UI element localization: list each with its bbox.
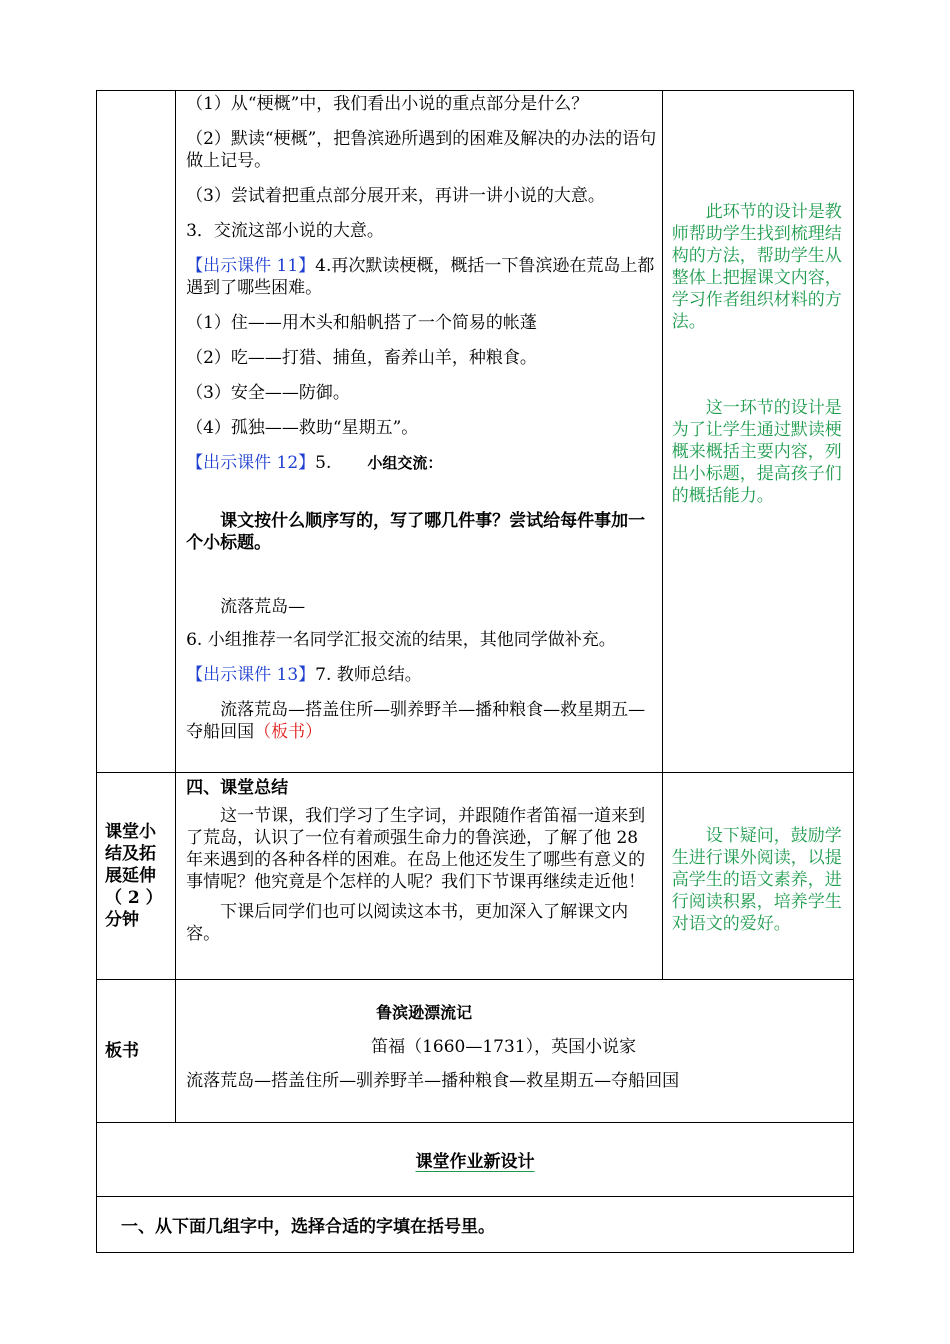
process-content-cell <box>176 91 663 773</box>
exercise-row <box>97 1197 854 1253</box>
order-question: 课文按什么顺序写的，写了哪几件事？尝试给每件事加一个小标题。 <box>186 511 646 553</box>
group-exchange: 小组交流： <box>367 454 443 472</box>
homework-title-row <box>97 1123 854 1197</box>
summary-note-cell <box>662 773 853 980</box>
lesson-plan-table <box>96 90 854 1253</box>
problem-2: （2）吃——打猎、捕鱼，畜养山羊，种粮食。 <box>186 348 537 368</box>
blackboard-content-cell <box>176 980 854 1123</box>
problem-3: （3）安全——防御。 <box>186 383 350 403</box>
question-2: （2）默读“梗概”，把鲁滨逊所遇到的困难及解决的办法的语句做上记号。 <box>186 129 657 171</box>
question-1: （1）从“梗概”中，我们看出小说的重点部分是什么？ <box>186 94 589 114</box>
blackboard-title: 鲁滨逊漂流记 <box>376 1003 473 1022</box>
exercise-cell <box>97 1197 854 1253</box>
label-cell-empty <box>97 91 176 773</box>
design-note-2: 这一环节的设计是为了让学生通过默读梗概来概括主要内容，列出小标题，提高孩子们的概括能力。 <box>671 398 842 506</box>
blackboard-author: 笛福（1660—1731），英国小说家 <box>371 1037 637 1057</box>
problem-1: （1）住——用木头和船帆搭了一个简易的帐蓬 <box>186 313 537 333</box>
homework-title-cell <box>97 1123 854 1197</box>
problem-4: （4）孤独——救助“星期五”。 <box>186 418 419 438</box>
summary-chain: 流落荒岛—搭盖住所—驯养野羊—播种粮食—救星期五—夺船回国（板书） <box>186 700 646 742</box>
step-4: 【出示课件 11】4.再次默读梗概，概括一下鲁滨逊在荒岛上都遇到了哪些困难。 <box>186 256 655 298</box>
courseware-12: 【出示课件 12】 <box>186 453 316 473</box>
blackboard-chain: 流落荒岛—搭盖住所—驯养野羊—播种粮食—救星期五—夺船回国 <box>186 1071 680 1091</box>
question-3: （3）尝试着把重点部分展开来，再讲一讲小说的大意。 <box>186 186 605 206</box>
step-6: 6. 小组推荐一名同学汇报交流的结果，其他同学做补充。 <box>186 630 616 650</box>
courseware-11: 【出示课件 11】 <box>186 256 316 276</box>
summary-paragraph-2: 下课后同学们也可以阅读这本书，更加深入了解课文内容。 <box>186 902 629 944</box>
summary-content-cell <box>176 773 663 980</box>
step-5: 【出示课件 12】5. 小组交流： <box>186 453 443 473</box>
design-note-cell <box>662 91 853 773</box>
courseware-13: 【出示课件 13】 <box>186 665 316 685</box>
summary-paragraph-1: 这一节课，我们学习了生字词，并跟随作者笛福一道来到了荒岛，认识了一位有着顽强生命力的鲁滨逊，了解了他 28 年来遇到的各种各样的困难。在岛上他还发生了哪些有意义的事情呢？他究竟是个怎样的人呢？我们下节课再继续走近他！ <box>186 806 646 892</box>
summary-label: 课堂小结及拓展延伸（ 2 ）分钟 <box>97 773 176 980</box>
teaching-process-row <box>97 91 854 773</box>
design-note-1: 此环节的设计是教师帮助学生找到梳理结构的方法，帮助学生从整体上把握课文内容，学习作者组织材料的方法。 <box>671 202 842 332</box>
summary-heading: 四、课堂总结 <box>186 778 289 798</box>
step-3: 3．交流这部小说的大意。 <box>186 221 384 241</box>
summary-row <box>97 773 854 980</box>
title-start: 流落荒岛— <box>220 597 306 617</box>
board-note: （板书） <box>254 722 323 742</box>
blackboard-row <box>97 980 854 1123</box>
step-7: 【出示课件 13】7. 教师总结。 <box>186 665 422 685</box>
blackboard-label: 板书 <box>97 980 176 1123</box>
summary-note: 设下疑问，鼓励学生进行课外阅读，以提高学生的语文素养，进行阅读积累，培养学生对语文的爱好。 <box>671 826 842 934</box>
exercise-1: 一、从下面几组字中，选择合适的字填在括号里。 <box>121 1217 495 1237</box>
homework-title: 课堂作业新设计 <box>415 1152 535 1172</box>
